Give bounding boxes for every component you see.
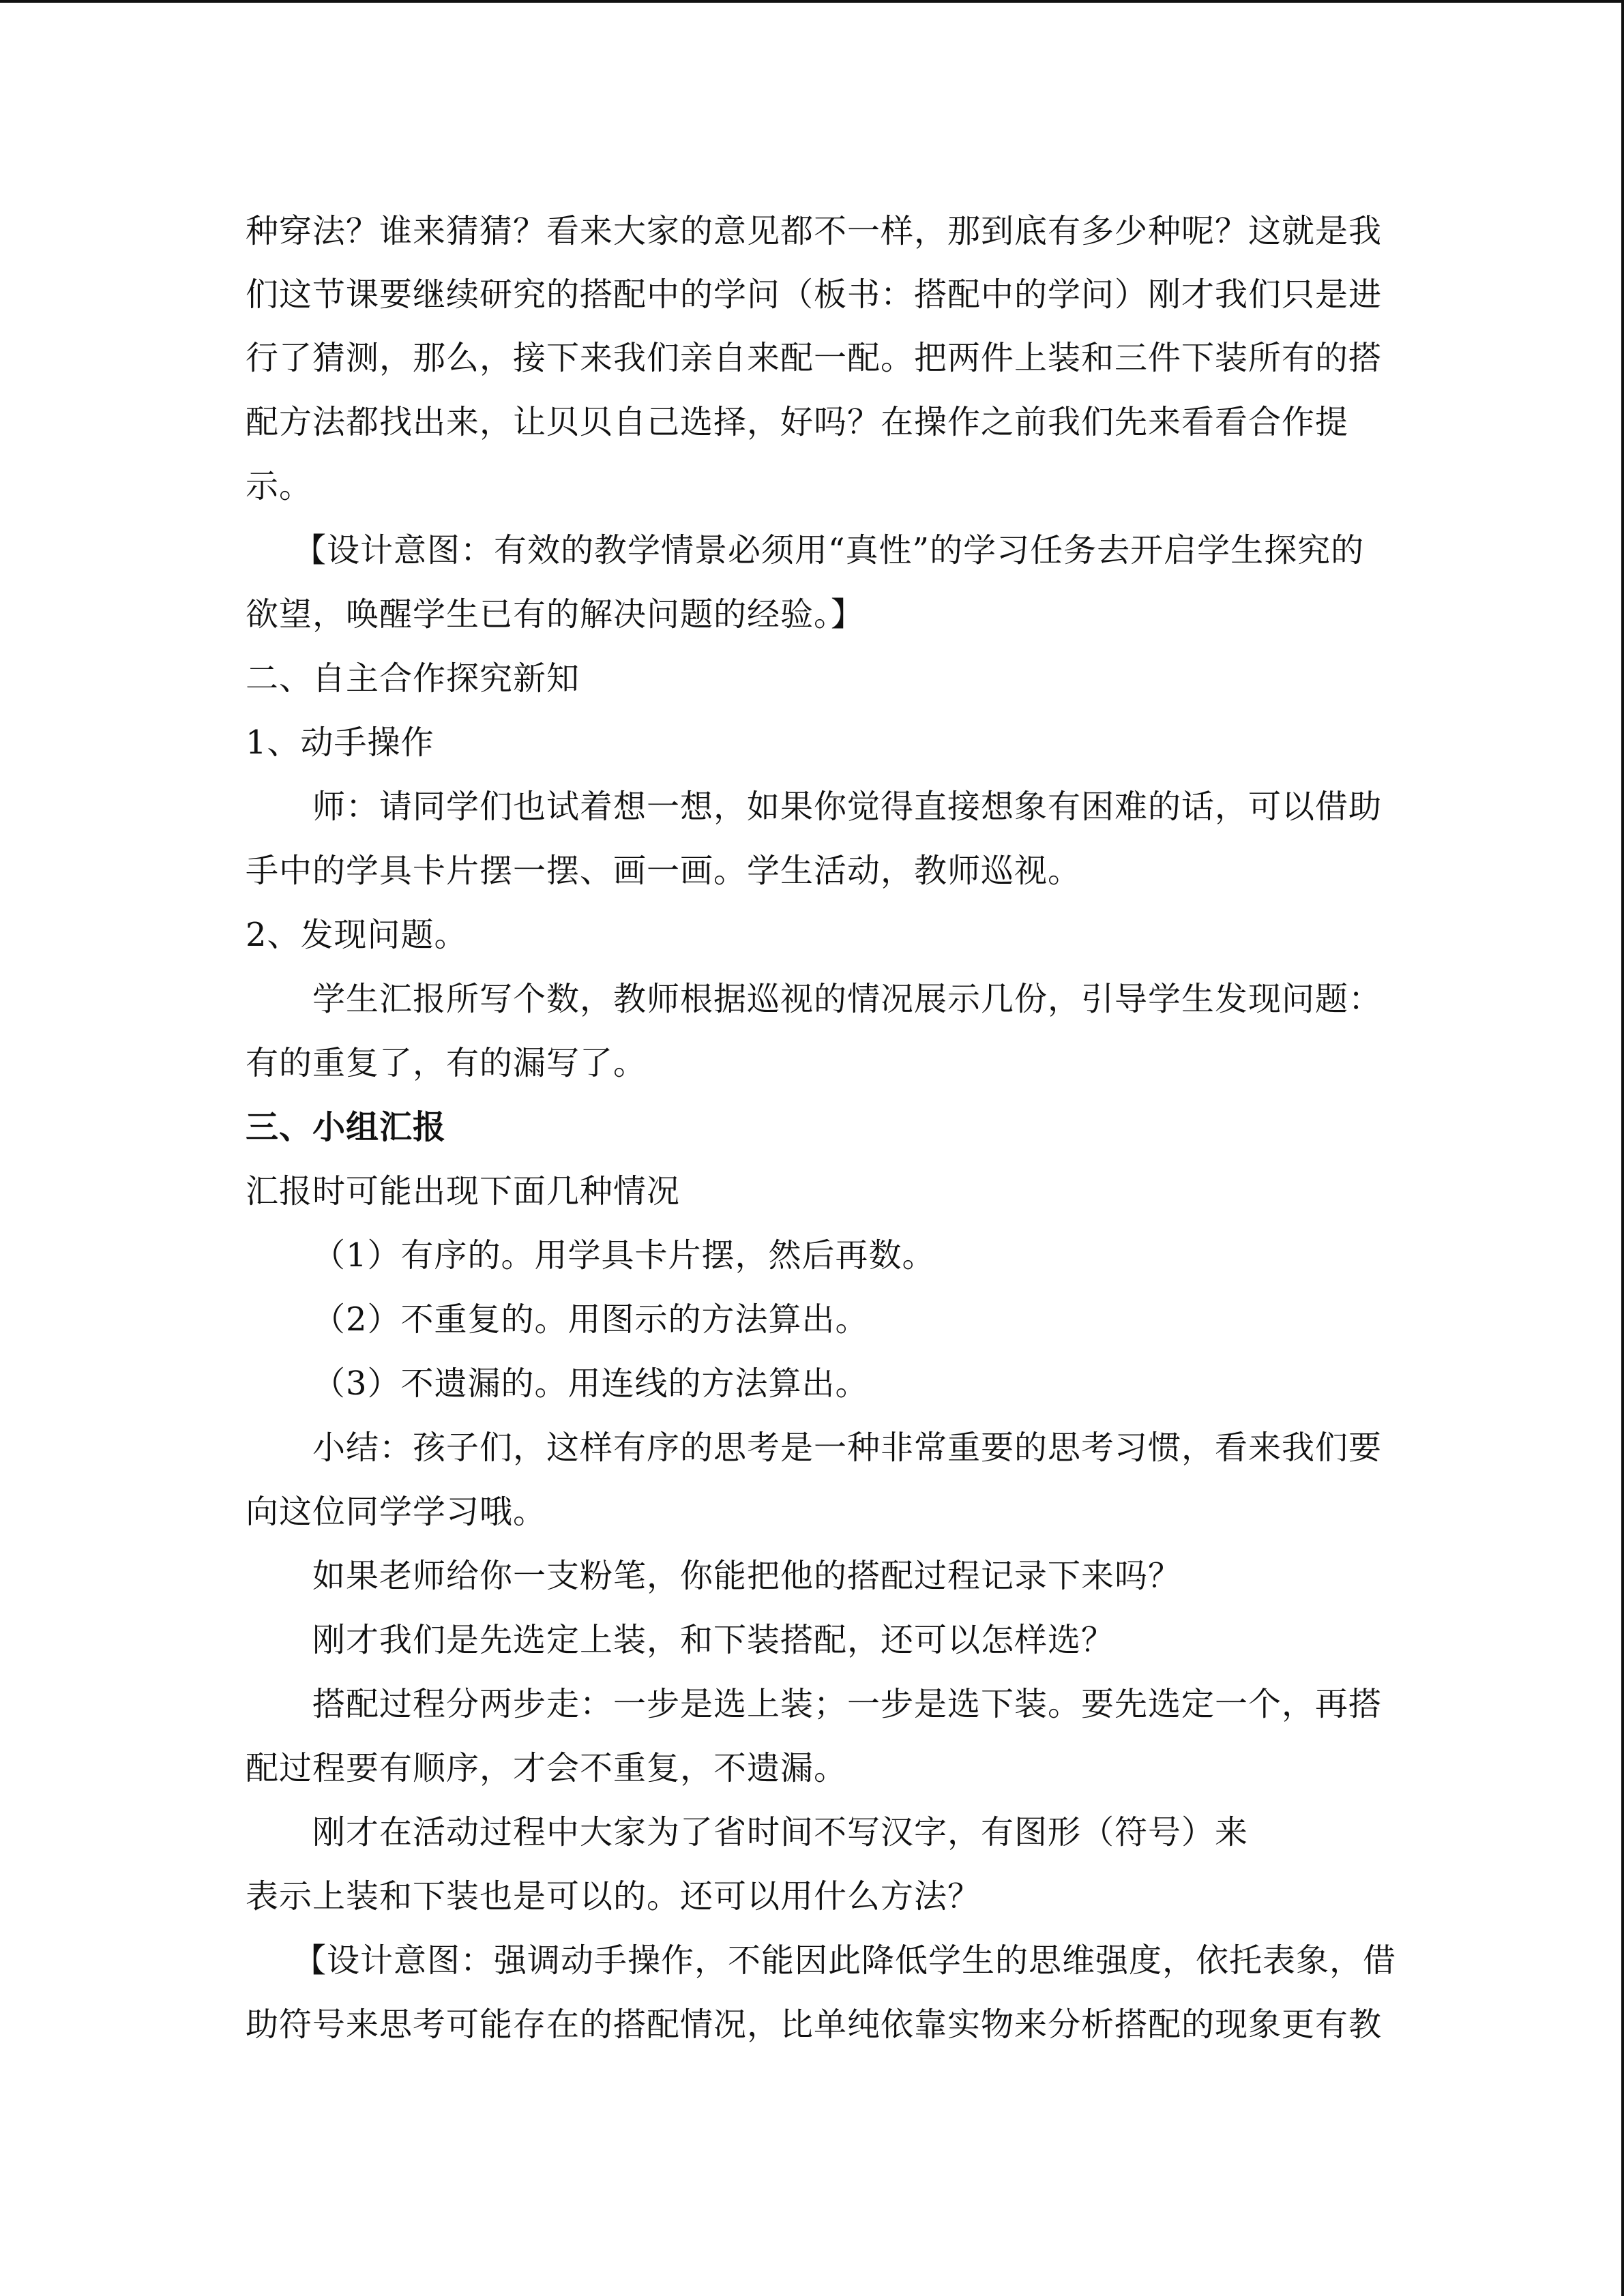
subsection-heading: 2、发现问题。 bbox=[246, 916, 468, 954]
paragraph-line: 向这位同学学习哦。 bbox=[246, 1493, 547, 1531]
paragraph-line: 配过程要有顺序，才会不重复，不遗漏。 bbox=[246, 1749, 848, 1787]
list-item: （3）不遗漏的。用连线的方法算出。 bbox=[312, 1365, 869, 1403]
paragraph-line: 刚才在活动过程中大家为了省时间不写汉字，有图形（符号）来 bbox=[312, 1813, 1249, 1851]
subsection-heading: 1、动手操作 bbox=[246, 724, 434, 762]
paragraph-line: 有的重复了，有的漏写了。 bbox=[246, 1044, 647, 1082]
list-item: （2）不重复的。用图示的方法算出。 bbox=[312, 1300, 869, 1339]
paragraph-line: 如果老师给你一支粉笔，你能把他的搭配过程记录下来吗？ bbox=[312, 1557, 1182, 1595]
paragraph-line: 搭配过程分两步走：一步是选上装；一步是选下装。要先选定一个，再搭 bbox=[312, 1685, 1383, 1723]
design-intent-line: 欲望，唤醒学生已有的解决问题的经验。】 bbox=[246, 595, 865, 633]
section-heading: 三、小组汇报 bbox=[246, 1108, 447, 1146]
paragraph-line: 刚才我们是先选定上装，和下装搭配，还可以怎样选？ bbox=[312, 1621, 1115, 1659]
design-intent-line: 助符号来思考可能存在的搭配情况，比单纯依靠实物来分析搭配的现象更有教 bbox=[246, 2006, 1383, 2044]
paragraph-line: 示。 bbox=[246, 467, 313, 505]
paragraph-line: 们这节课要继续研究的搭配中的学问（板书：搭配中的学问）刚才我们只是进 bbox=[246, 275, 1383, 314]
paragraph-line: 师：请同学们也试着想一想，如果你觉得直接想象有困难的话，可以借助 bbox=[312, 788, 1383, 826]
section-heading: 二、自主合作探究新知 bbox=[246, 659, 580, 698]
list-item: （1）有序的。用学具卡片摆，然后再数。 bbox=[312, 1236, 936, 1274]
paragraph-line: 手中的学具卡片摆一摆、画一画。学生活动，教师巡视。 bbox=[246, 852, 1082, 890]
paragraph-line: 表示上装和下装也是可以的。还可以用什么方法？ bbox=[246, 1877, 981, 1915]
paragraph-line: 小结：孩子们，这样有序的思考是一种非常重要的思考习惯，看来我们要 bbox=[312, 1429, 1383, 1467]
paragraph-line: 种穿法？谁来猜猜？看来大家的意见都不一样，那到底有多少种呢？这就是我 bbox=[246, 212, 1383, 250]
paragraph-line: 配方法都找出来，让贝贝自己选择，好吗？在操作之前我们先来看看合作提 bbox=[246, 403, 1349, 441]
paragraph-line: 学生汇报所写个数，教师根据巡视的情况展示几份，引导学生发现问题： bbox=[312, 980, 1383, 1018]
paragraph-line: 汇报时可能出现下面几种情况 bbox=[246, 1172, 681, 1210]
paragraph-line: 行了猜测，那么，接下来我们亲自来配一配。把两件上装和三件下装所有的搭 bbox=[246, 339, 1383, 377]
design-intent-line: 【设计意图：有效的教学情景必须用“真性”的学习任务去开启学生探究的 bbox=[293, 531, 1365, 569]
design-intent-line: 【设计意图：强调动手操作，不能因此降低学生的思维强度，依托表象，借 bbox=[293, 1941, 1397, 1980]
